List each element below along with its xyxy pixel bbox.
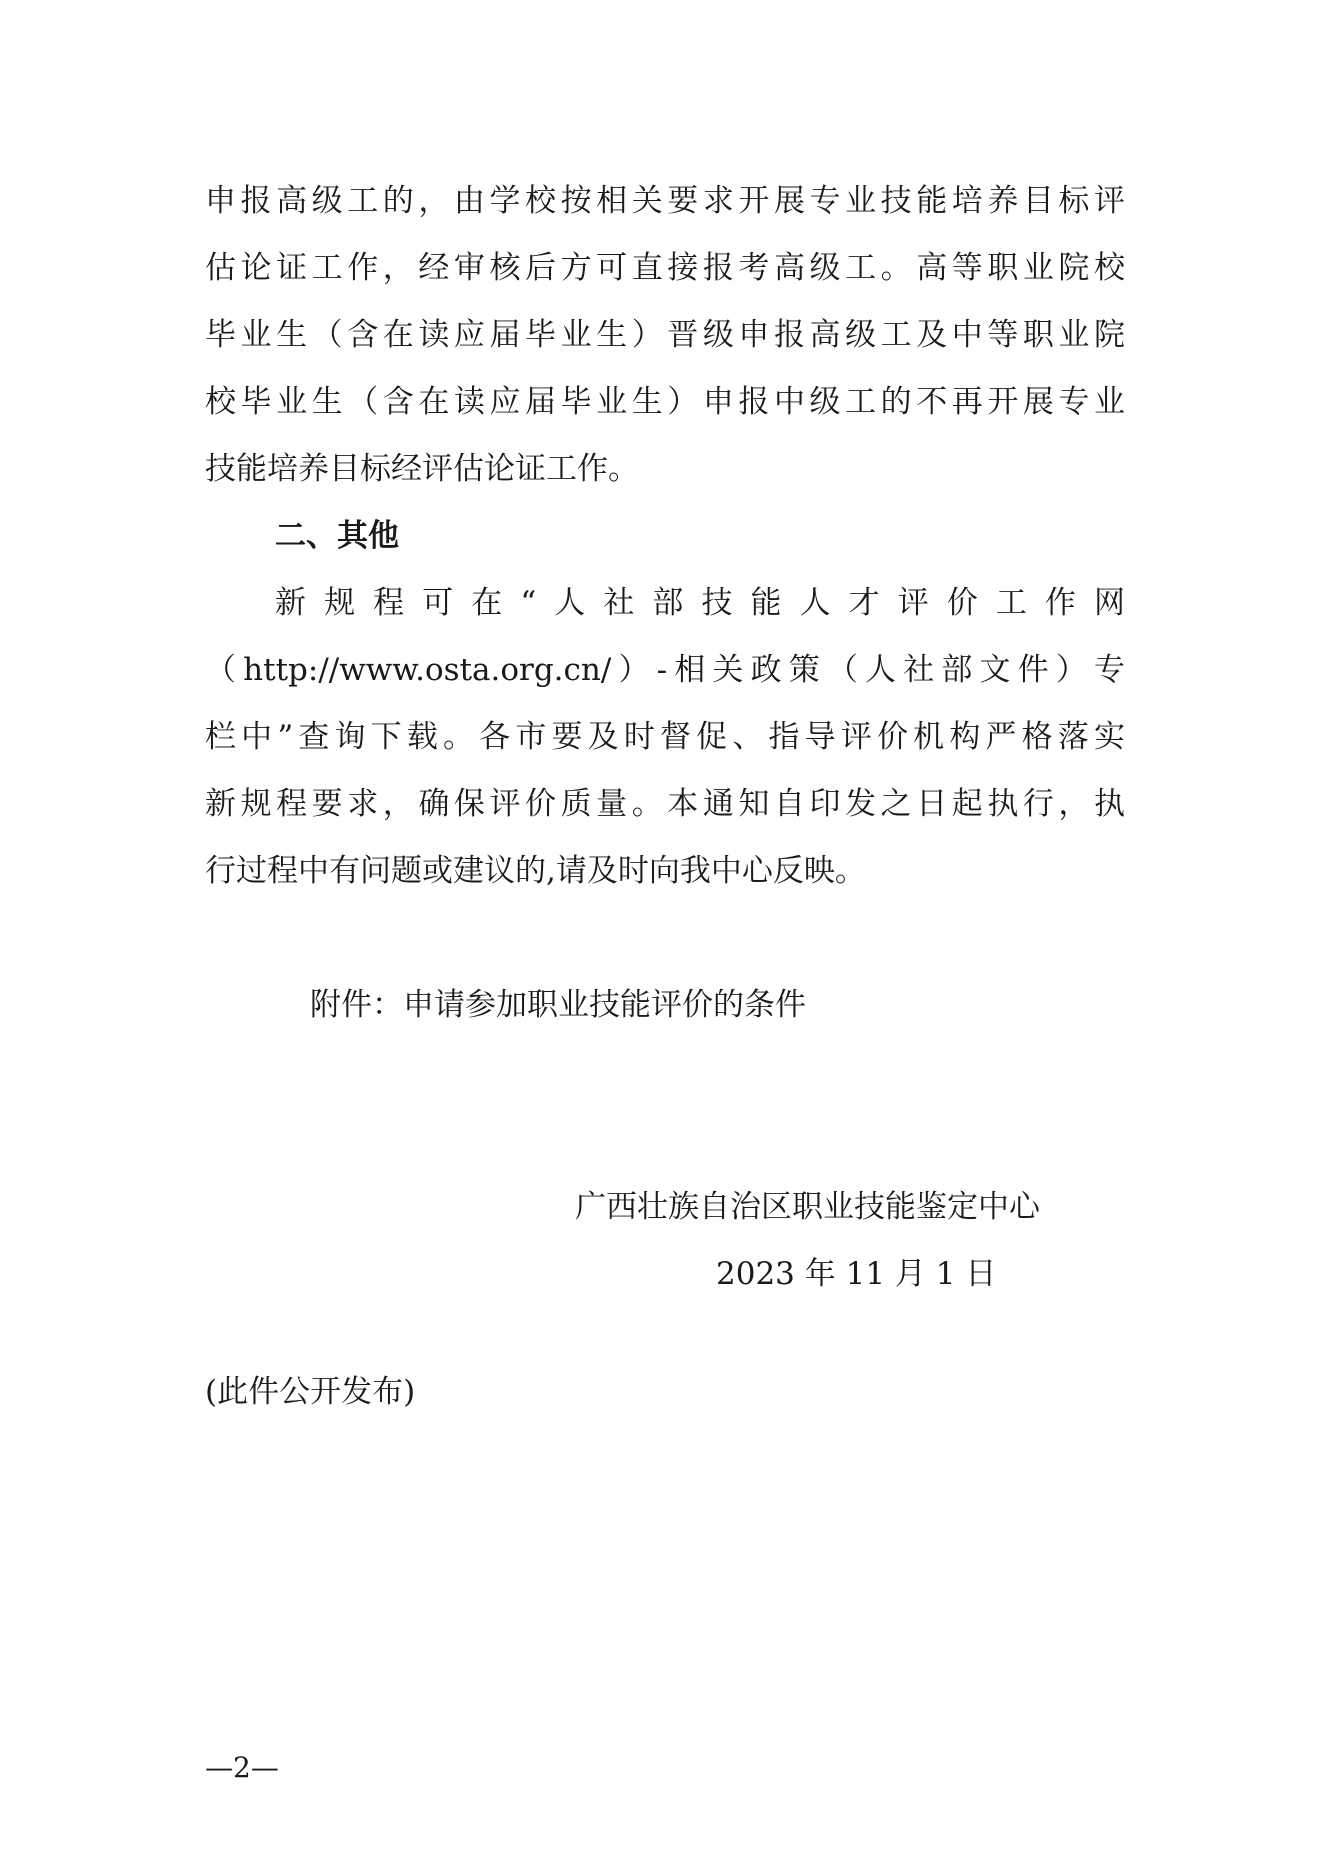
paragraph-1-line-2: 估论证工作，经审核后方可直接报考高级工。高等职业院校: [205, 250, 1125, 286]
paragraph-2-line-4: 新规程要求，确保评价质量。本通知自印发之日起执行，执: [205, 786, 1125, 822]
section-heading: 二、其他: [275, 518, 399, 554]
paragraph-1-line-3: 毕业生（含在读应届毕业生）晋级申报高级工及中等职业院: [205, 317, 1125, 353]
attachment-line: 附件：申请参加职业技能评价的条件: [310, 987, 806, 1023]
paragraph-1-line-1: 申报高级工的，由学校按相关要求开展专业技能培养目标评: [205, 183, 1125, 219]
public-release-note: (此件公开发布): [205, 1374, 416, 1410]
paragraph-1-line-4: 校毕业生（含在读应届毕业生）申报中级工的不再开展专业: [205, 384, 1125, 420]
paragraph-2-line-3: 栏中”查询下载。各市要及时督促、指导评价机构严格落实: [205, 719, 1125, 755]
page-number: —2—: [205, 1751, 279, 1784]
paragraph-2-line-5: 行过程中有问题或建议的,请及时向我中心反映。: [205, 853, 866, 889]
paragraph-1-line-5: 技能培养目标经评估论证工作。: [205, 451, 639, 487]
paragraph-2-line-2: （http://www.osta.org.cn/）-相关政策（人社部文件）专: [205, 652, 1125, 688]
paragraph-2-line-1: 新规程可在“人社部技能人才评价工作网: [275, 585, 1125, 621]
signature-date: 2023 年 11 月 1 日: [716, 1256, 997, 1292]
signature-organization: 广西壮族自治区职业技能鉴定中心: [575, 1189, 1040, 1225]
